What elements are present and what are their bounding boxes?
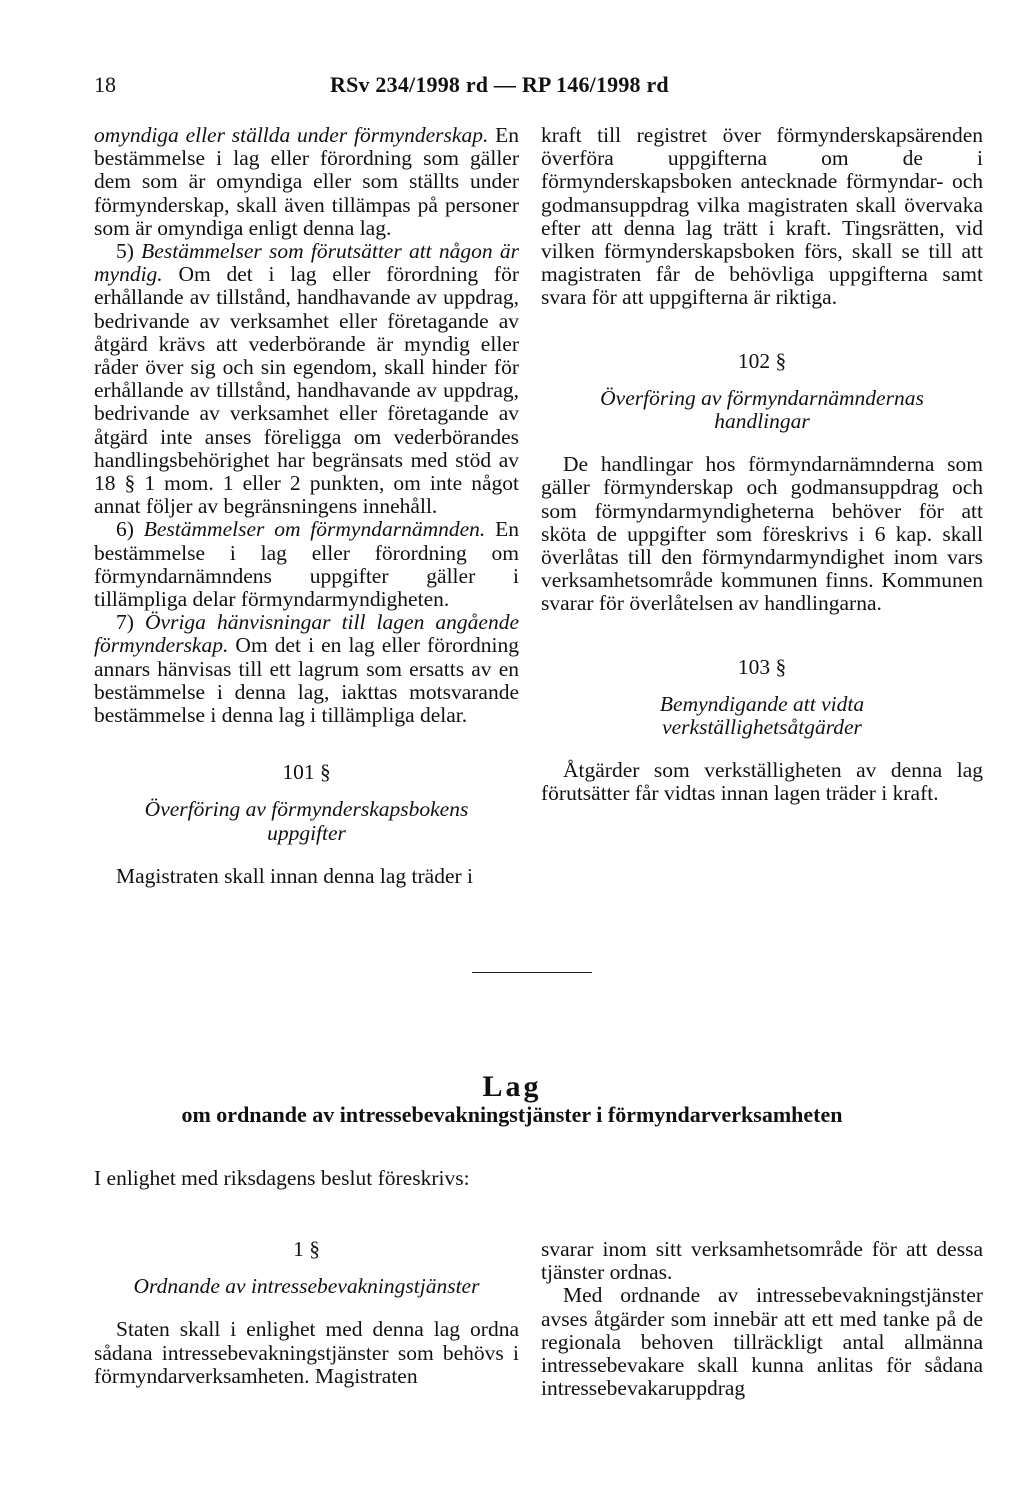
paragraph-text: Om det i lag eller förordning för erhållande av tillstånd, handhavande av uppdrag, bedrivande av verksamhet eller företagande av åtgärd krävs att vederbörande är myndig eller råder över sig och sin egendom, skall hinder för erhållande av tillstånd, handhavande av uppdrag, bedrivande av verksamhet eller företagande av åtgärd inte anses föreligga om vederbörandes handlingsbehörighet har begränsats med stöd av 18 § 1 mom. 1 eller 2 punkten, om inte något annat följer av begränsningens innehåll. [94, 262, 519, 519]
section-103-title: Bemyndigande att vidta verkställighetsåtgärder [659, 691, 865, 740]
paragraph-heading: Övriga hänvisningar till lagen angående förmynderskap. [94, 610, 519, 658]
paragraph-heading: Bestämmelser som förutsätter att någon är myndig. [94, 239, 520, 287]
section-1-number: 1 § [293, 1237, 320, 1261]
section-1-paragraph-2: Med ordnande av intressebevakningstjänster avses åtgärder som innebär att ett med tanke på de regionala behoven tillräckligt antal allmänna intressebevakare skall kunna anlitas för sådana intressebevakaruppdrag [541, 1283, 983, 1401]
lower-left-column [94, 1238, 519, 1388]
section-1-title: Ordnande av intressebevakningstjänster [133, 1274, 480, 1299]
section-102-number: 102 § [737, 348, 787, 373]
paragraph-number: 6) [116, 517, 134, 542]
section-1-continued: svarar inom sitt verksamhetsområde för att dessa tjänster ordnas. [541, 1237, 983, 1285]
paragraph-heading: Bestämmelser om förmyndarnämnden. [143, 517, 486, 542]
paragraph-number: 7) [116, 610, 134, 635]
paragraph-text: Om det i en lag eller förordning annars hänvisas till ett lagrum som ersatts av en bestämmelse i denna lag, iakttas motsvarande bestämmelse i denna lag i tillämpliga delar. [94, 633, 519, 728]
section-103-number: 103 § [737, 654, 787, 679]
paragraph-number: 5) [116, 239, 134, 264]
upper-right-column [541, 124, 983, 806]
section-103-text: Åtgärder som verkställigheten av denna lag förutsätter får vidtas innan lagen träder i kraft. [541, 758, 983, 806]
continued-paragraph: kraft till registret över förmynderskapsärenden överföra uppgifterna om de i förmynderskapsboken antecknade förmyndar- och godmansuppdrag vilka magistraten skall övervaka efter att denna lag trätt i kraft. Tingsrätten, vid vilken förmynderskapsboken förs, skall se till att magistraten får de behövliga uppgifterna samt svara för att uppgifterna är riktiga. [541, 123, 983, 310]
section-102-title: Överföring av förmyndarnämndernas handlingar [600, 385, 924, 434]
law-subtitle: om ordnande av intressebevakningstjänster i förmyndarverksamheten [181, 1102, 843, 1127]
section-1-text: Staten skall i enlighet med denna lag ordna sådana intressebevakningstjänster som behövs i förmyndarverksamheten. Magistraten [94, 1317, 519, 1388]
section-102-text: De handlingar hos förmyndarnämnderna som gäller förmynderskap och godmansuppdrag och som förmyndarmyndigheterna behöver för att sköta de uppgifter som föreskrivs i 6 kap. skall överlåtas till den förmyndarmyndighet inom vars verksamhetsområde kommunen finns. Kommunen svarar för överlåtelsen av handlingarna. [541, 452, 983, 616]
section-101-text: Magistraten skall innan denna lag träder i [116, 863, 474, 888]
paragraph-omyndiga [94, 124, 519, 240]
paragraph-6 [94, 518, 519, 611]
paragraph-text: En bestämmelse i lag eller förordning om förmyndarnämndens uppgifter gäller i tillämpliga delar förmyndarmyndigheten. [94, 517, 519, 612]
paragraph-7 [94, 611, 519, 727]
paragraph-5 [94, 240, 519, 518]
upper-left-column [94, 124, 519, 888]
running-header: RSv 234/1998 rd — RP 146/1998 rd [330, 72, 669, 97]
enactment-clause: I enlighet med riksdagens beslut föreskrivs: [94, 1166, 470, 1190]
section-101-title: Överföring av förmynderskapsbokens uppgifter [144, 797, 469, 845]
section-101-number: 101 § [282, 760, 331, 785]
lower-right-column [541, 1238, 983, 1400]
paragraph-text: En bestämmelse i lag eller förordning som gäller dem som är omyndiga eller som ställts under förmynderskap, skall även tillämpas på personer som är omyndiga enligt denna lag. [94, 123, 520, 240]
paragraph-heading: omyndiga eller ställda under förmynderskap. [94, 123, 489, 147]
law-title: Lag [482, 1070, 542, 1103]
separator-rule [472, 972, 592, 973]
page-number: 18 [94, 72, 116, 97]
